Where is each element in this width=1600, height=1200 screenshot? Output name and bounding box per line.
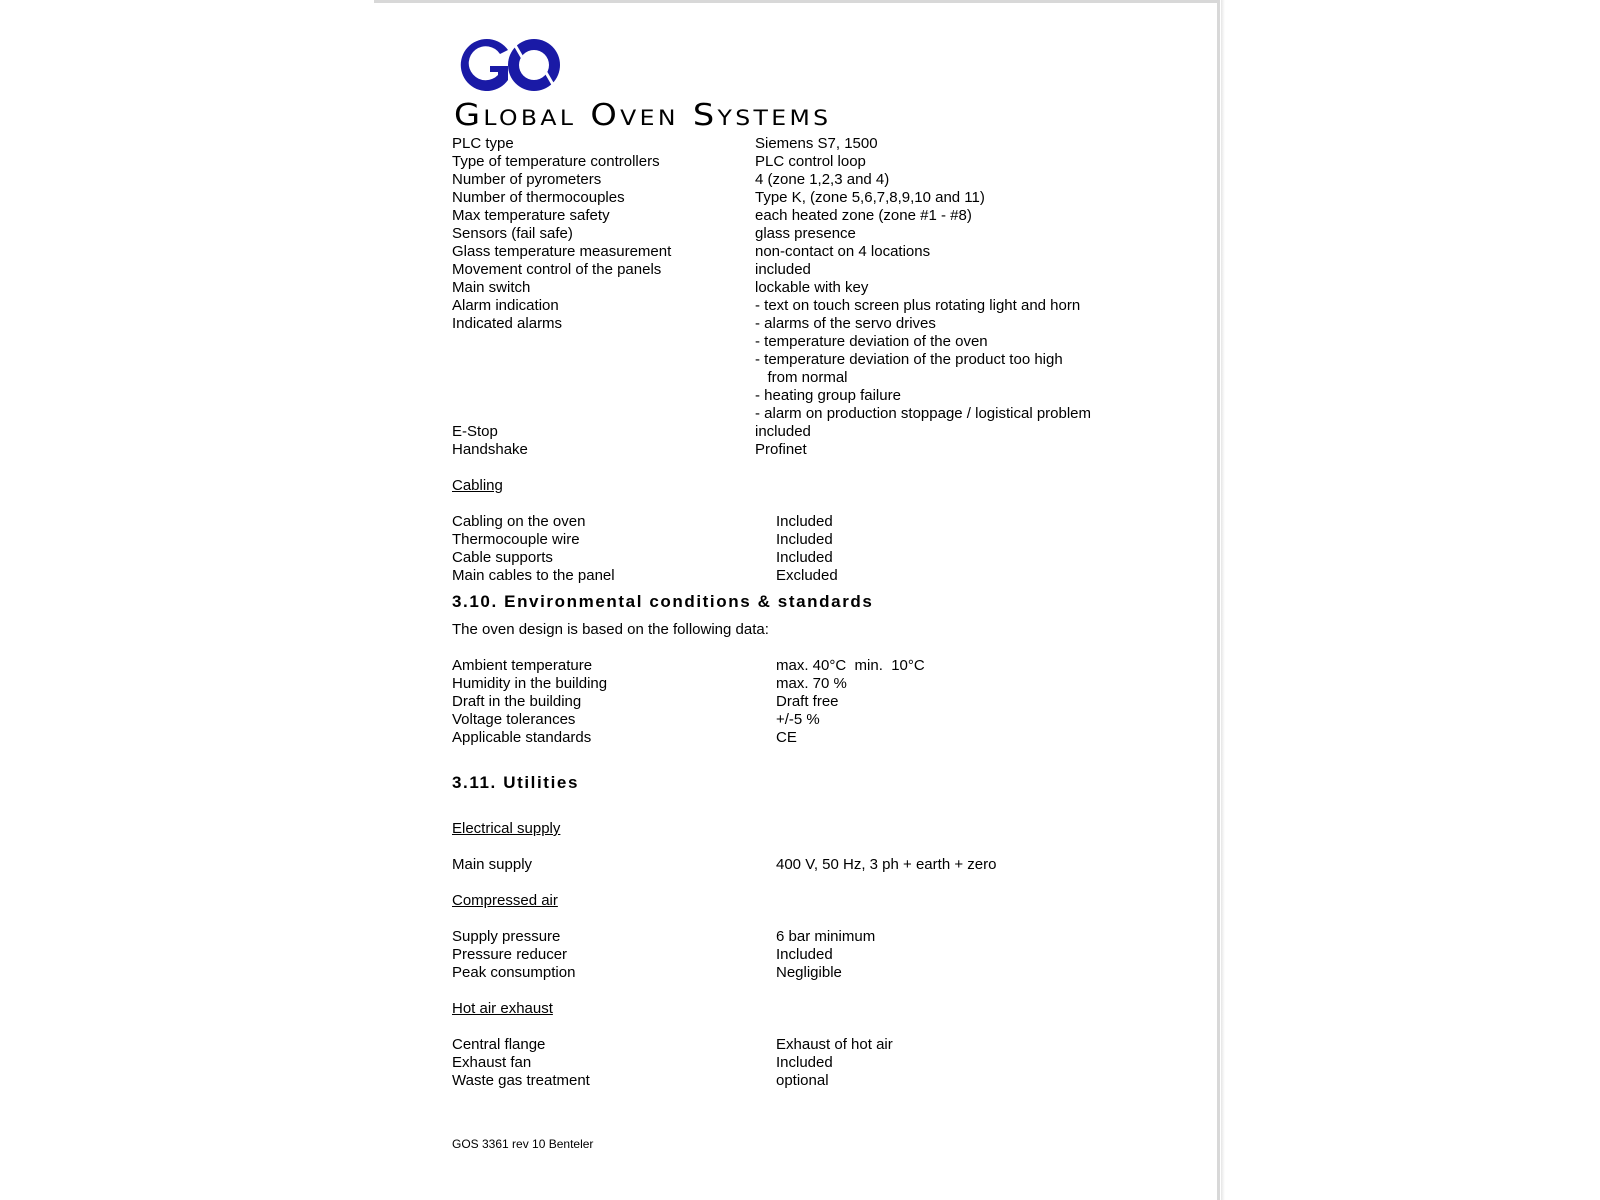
air-value: 6 bar minimum bbox=[776, 928, 876, 945]
exhaust-value: optional bbox=[776, 1072, 829, 1089]
spec-label: E-Stop bbox=[452, 423, 498, 440]
spec-value: included bbox=[755, 261, 811, 278]
spec-value: each heated zone (zone #1 - #8) bbox=[755, 207, 972, 224]
environment-value: Draft free bbox=[776, 693, 839, 710]
environment-value: max. 70 % bbox=[776, 675, 847, 692]
spec-label: PLC type bbox=[452, 135, 514, 152]
spec-label: Number of thermocouples bbox=[452, 189, 625, 206]
cabling-label: Thermocouple wire bbox=[452, 531, 580, 548]
environment-value: max. 40°C min. 10°C bbox=[776, 657, 925, 674]
alarm-line: - temperature deviation of the product too high bbox=[755, 351, 1063, 368]
cabling-label: Cable supports bbox=[452, 549, 553, 566]
cabling-heading: Cabling bbox=[452, 477, 503, 494]
electrical-label: Main supply bbox=[452, 856, 533, 873]
spec-label: Sensors (fail safe) bbox=[452, 225, 573, 242]
spec-value: lockable with key bbox=[755, 279, 869, 296]
spec-value: 4 (zone 1,2,3 and 4) bbox=[755, 171, 890, 188]
spec-value: - text on touch screen plus rotating light and horn bbox=[755, 297, 1081, 314]
environment-label: Draft in the building bbox=[452, 693, 582, 710]
air-value: Included bbox=[776, 946, 833, 963]
page-shadow bbox=[1221, 0, 1225, 1200]
alarm-line: from normal bbox=[755, 369, 848, 386]
spec-value: PLC control loop bbox=[755, 153, 866, 170]
company-name: Global Oven Systems bbox=[454, 98, 832, 133]
alarm-line: - heating group failure bbox=[755, 387, 901, 404]
exhaust-value: Included bbox=[776, 1054, 833, 1071]
spec-value: - alarms of the servo drives bbox=[755, 315, 936, 332]
spec-label: Number of pyrometers bbox=[452, 171, 602, 188]
spec-label: Indicated alarms bbox=[452, 315, 563, 332]
section-heading-environment: 3.10. Environmental conditions & standards bbox=[452, 592, 874, 611]
environment-label: Ambient temperature bbox=[452, 657, 593, 674]
air-value: Negligible bbox=[776, 964, 842, 981]
spec-value: Profinet bbox=[755, 441, 807, 458]
cabling-value: Excluded bbox=[776, 567, 838, 584]
cabling-value: Included bbox=[776, 549, 833, 566]
cabling-label: Main cables to the panel bbox=[452, 567, 615, 584]
exhaust-label: Exhaust fan bbox=[452, 1054, 532, 1071]
spec-label: Max temperature safety bbox=[452, 207, 610, 224]
exhaust-label: Waste gas treatment bbox=[452, 1072, 590, 1089]
spec-value: included bbox=[755, 423, 811, 440]
environment-intro: The oven design is based on the following data: bbox=[452, 621, 769, 638]
company-logo bbox=[454, 32, 566, 98]
environment-value: +/-5 % bbox=[776, 711, 820, 728]
environment-label: Applicable standards bbox=[452, 729, 592, 746]
cabling-label: Cabling on the oven bbox=[452, 513, 586, 530]
spec-label: Handshake bbox=[452, 441, 528, 458]
spec-value: non-contact on 4 locations bbox=[755, 243, 931, 260]
air-label: Supply pressure bbox=[452, 928, 561, 945]
exhaust-heading: Hot air exhaust bbox=[452, 1000, 553, 1017]
exhaust-value: Exhaust of hot air bbox=[776, 1036, 893, 1053]
cabling-value: Included bbox=[776, 513, 833, 530]
air-heading: Compressed air bbox=[452, 892, 558, 909]
spec-value: Siemens S7, 1500 bbox=[755, 135, 878, 152]
environment-value: CE bbox=[776, 729, 797, 746]
spec-value: glass presence bbox=[755, 225, 856, 242]
spec-label: Movement control of the panels bbox=[452, 261, 662, 278]
spec-label: Alarm indication bbox=[452, 297, 559, 314]
electrical-heading: Electrical supply bbox=[452, 820, 561, 837]
air-label: Peak consumption bbox=[452, 964, 576, 981]
document-footer: GOS 3361 rev 10 Benteler bbox=[452, 1137, 594, 1151]
section-heading-utilities: 3.11. Utilities bbox=[452, 773, 579, 792]
cabling-value: Included bbox=[776, 531, 833, 548]
environment-label: Humidity in the building bbox=[452, 675, 608, 692]
air-label: Pressure reducer bbox=[452, 946, 568, 963]
exhaust-label: Central flange bbox=[452, 1036, 546, 1053]
spec-value: Type K, (zone 5,6,7,8,9,10 and 11) bbox=[755, 189, 985, 206]
electrical-value: 400 V, 50 Hz, 3 ph + earth + zero bbox=[776, 856, 997, 873]
alarm-line: - temperature deviation of the oven bbox=[755, 333, 988, 350]
alarm-line: - alarm on production stoppage / logistical problem bbox=[755, 405, 1092, 422]
spec-label: Glass temperature measurement bbox=[452, 243, 672, 260]
spec-label: Type of temperature controllers bbox=[452, 153, 660, 170]
spec-label: Main switch bbox=[452, 279, 531, 296]
environment-label: Voltage tolerances bbox=[452, 711, 576, 728]
